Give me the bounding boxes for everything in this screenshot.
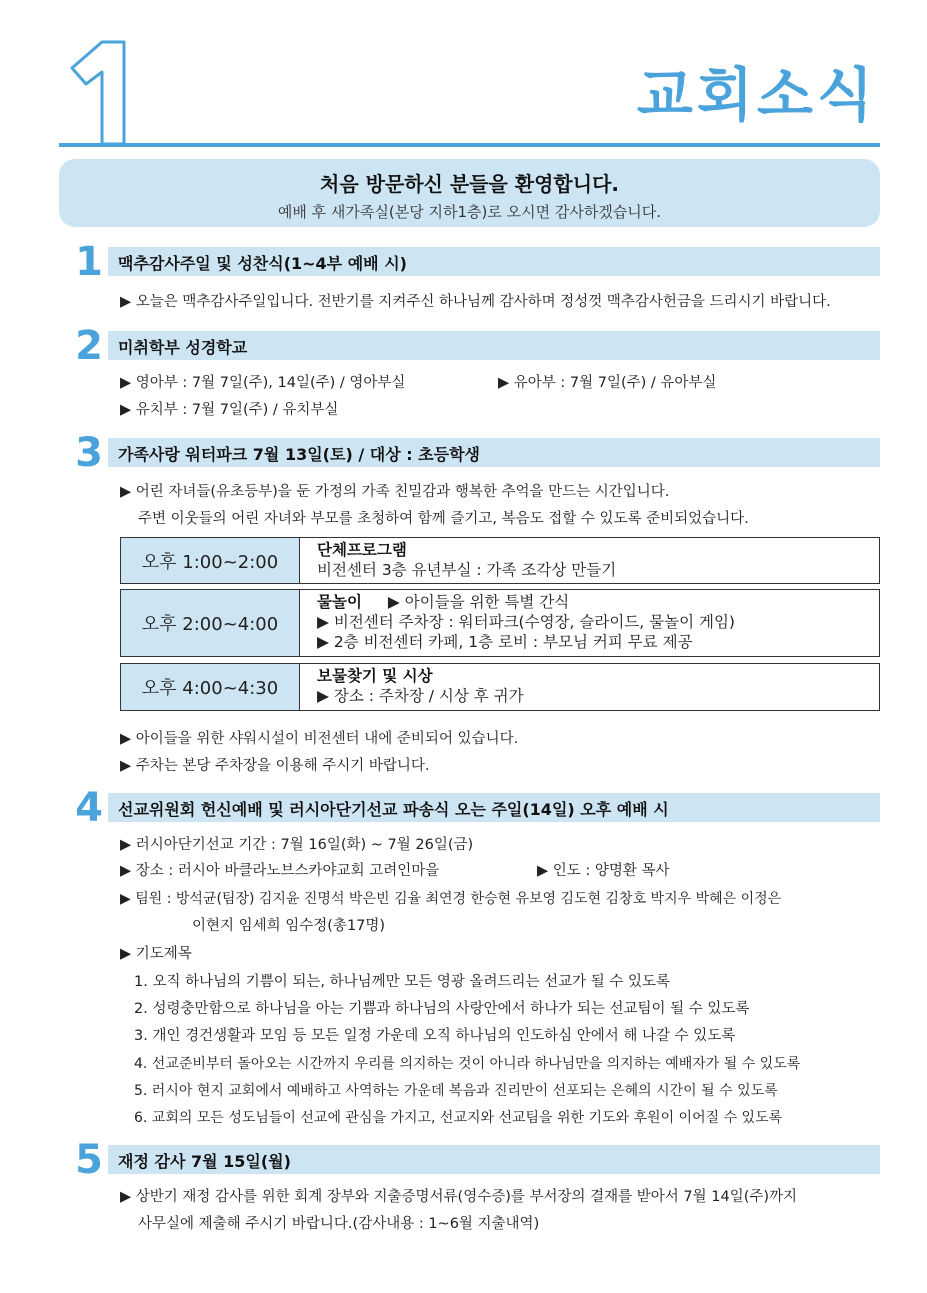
welcome-title: 처음 방문하신 분들을 환영합니다. <box>320 172 619 196</box>
section-title: 선교위원회 헌신예배 및 러시아단기선교 파송식 오는 주일(14일) 오후 예배 시 <box>118 800 669 819</box>
schedule-time: 오후 2:00~4:00 <box>121 590 300 656</box>
text-line: ▶ 어린 자녀들(유초등부)을 둔 가정의 가족 친밀감과 행복한 추억을 만드는 시간입니다. <box>120 484 670 500</box>
section-title: 맥추감사주일 및 성찬식(1~4부 예배 시) <box>118 254 407 273</box>
text-line: ▶ 오늘은 맥추감사주일입니다. 전반기를 지켜주신 하나님께 감사하며 정성껏 맥추감사헌금을 드리시기 바랍니다. <box>120 294 831 310</box>
schedule-details <box>317 666 524 706</box>
schedule-title-note: ▶ 아이들을 위한 특별 간식 <box>387 593 570 611</box>
section-number: 5 <box>75 1137 103 1183</box>
text-line: ▶ 인도 : 양명환 목사 <box>537 863 670 879</box>
schedule-line: ▶ 장소 : 주차장 / 시상 후 귀가 <box>317 687 524 705</box>
section-header <box>108 247 880 276</box>
text-line: 주변 이웃들의 어린 자녀와 부모를 초청하여 함께 즐기고, 복음도 접할 수 있도록 준비되었습니다. <box>138 511 749 527</box>
section-number: 2 <box>75 323 103 369</box>
text-line: ▶ 유아부 : 7월 7일(주) / 유아부실 <box>498 375 717 391</box>
text-line: ▶ 기도제목 <box>120 946 192 962</box>
schedule-line: ▶ 2층 비전센터 카페, 1층 로비 : 부모님 커피 무료 제공 <box>317 633 693 651</box>
header-divider <box>59 143 880 147</box>
schedule-line: ▶ 비전센터 주차장 : 워터파크(수영장, 슬라이드, 물놀이 게임) <box>317 613 735 631</box>
section-header <box>108 438 880 467</box>
schedule-title: 물놀이 <box>317 593 362 611</box>
section-header <box>108 793 880 822</box>
schedule-details <box>317 540 616 580</box>
text-line: ▶ 상반기 재정 감사를 위한 회계 장부와 지출증명서류(영수증)를 부서장의 결재를 받아서 7월 14일(주)까지 <box>120 1189 798 1205</box>
schedule-details <box>317 592 735 652</box>
prayer-item: 4. 선교준비부터 돌아오는 시간까지 우리를 의지하는 것이 아니라 하나님만을 의지하는 예배자가 될 수 있도록 <box>134 1056 801 1072</box>
prayer-item: 1. 오직 하나님의 기쁨이 되는, 하나님께만 모든 영광 올려드리는 선교가 될 수 있도록 <box>134 974 670 990</box>
welcome-banner <box>59 159 880 227</box>
section-title: 미취학부 성경학교 <box>118 338 248 357</box>
schedule-time: 오후 1:00~2:00 <box>121 538 300 583</box>
page-title: 교회소식 <box>636 61 877 129</box>
schedule-title: 단체프로그램 <box>317 541 407 559</box>
schedule-row <box>120 537 880 584</box>
schedule-time: 오후 4:00~4:30 <box>121 664 300 710</box>
section-number: 3 <box>75 430 103 476</box>
text-line: 이현지 임세희 임수정(총17명) <box>192 918 386 934</box>
text-line: ▶ 장소 : 러시아 바클라노브스카야교회 고려인마을 <box>120 863 440 879</box>
schedule-line: 비전센터 3층 유년부실 : 가족 조각상 만들기 <box>317 561 617 579</box>
prayer-item: 6. 교회의 모든 성도님들이 선교에 관심을 가지고, 선교지와 선교팀을 위한 기도와 후원이 이어질 수 있도록 <box>134 1110 783 1126</box>
welcome-subtitle: 예배 후 새가족실(본당 지하1층)로 오시면 감사하겠습니다. <box>277 203 662 221</box>
text-line: ▶ 영아부 : 7월 7일(주), 14일(주) / 영아부실 <box>120 375 406 391</box>
section-number: 4 <box>75 785 103 831</box>
section-number: 1 <box>75 239 103 285</box>
section-title: 재정 감사 7월 15일(월) <box>118 1152 291 1171</box>
section-title: 가족사랑 워터파크 7월 13일(토) / 대상 : 초등학생 <box>118 445 481 464</box>
schedule-row <box>120 663 880 711</box>
text-line: 사무실에 제출해 주시기 바랍니다.(감사내용 : 1~6월 지출내역) <box>138 1216 540 1232</box>
schedule-row <box>120 589 880 657</box>
prayer-item: 2. 성령충만함으로 하나님을 아는 기쁨과 하나님의 사랑안에서 하나가 되는 선교팀이 될 수 있도록 <box>134 1001 750 1017</box>
section-header <box>108 331 880 360</box>
prayer-item: 5. 러시아 현지 교회에서 예배하고 사역하는 가운데 복음과 진리만이 선포되는 은혜의 시간이 될 수 있도록 <box>134 1083 778 1099</box>
text-line: ▶ 팀원 : 방석균(팀장) 김지윤 진명석 박은빈 김율 최연경 한승현 유보영 김도현 김창호 박지우 박혜은 이정은 <box>120 891 782 907</box>
section-big-number-1 <box>68 38 128 148</box>
schedule-title: 보물찾기 및 시상 <box>317 667 433 685</box>
section-header <box>108 1145 880 1174</box>
prayer-item: 3. 개인 경건생활과 모임 등 모든 일정 가운데 오직 하나님의 인도하심 안에서 해 나갈 수 있도록 <box>134 1028 736 1044</box>
text-line: ▶ 주차는 본당 주차장을 이용해 주시기 바랍니다. <box>120 758 430 774</box>
text-line: ▶ 러시아단기선교 기간 : 7월 16일(화) ~ 7월 26일(금) <box>120 837 474 853</box>
text-line: ▶ 유치부 : 7월 7일(주) / 유치부실 <box>120 402 339 418</box>
text-line: ▶ 아이들을 위한 샤워시설이 비전센터 내에 준비되어 있습니다. <box>120 731 519 747</box>
